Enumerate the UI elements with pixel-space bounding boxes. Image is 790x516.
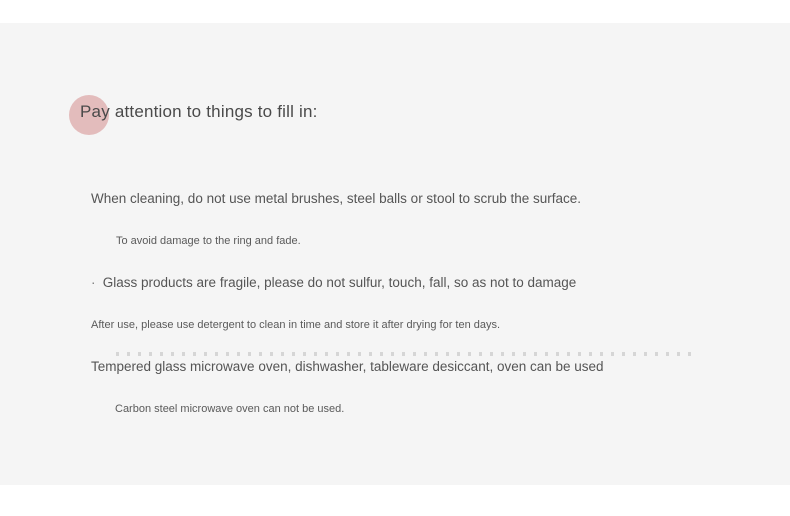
instruction-after-use: After use, please use detergent to clean in time and store it after drying for ten days. [91, 319, 501, 331]
instruction-fragile [91, 275, 576, 290]
instruction-carbon-steel: Carbon steel microwave oven can not be used. [115, 403, 345, 415]
heading-block [69, 94, 329, 146]
instruction-fragile-text: Glass products are fragile, please do not sulfur, touch, fall, so as not to damage [102, 275, 577, 290]
instruction-tempered-glass: Tempered glass microwave oven, dishwasher, tableware desiccant, oven can be used [91, 359, 604, 374]
section-heading: Pay attention to things to fill in: [80, 102, 318, 121]
faded-text-artifact [116, 352, 696, 356]
content-panel [0, 23, 790, 485]
bullet-dot: · [91, 275, 96, 290]
instruction-cleaning: When cleaning, do not use metal brushes, steel balls or stool to scrub the surface. [91, 191, 582, 206]
instruction-avoid-damage: To avoid damage to the ring and fade. [116, 235, 301, 247]
